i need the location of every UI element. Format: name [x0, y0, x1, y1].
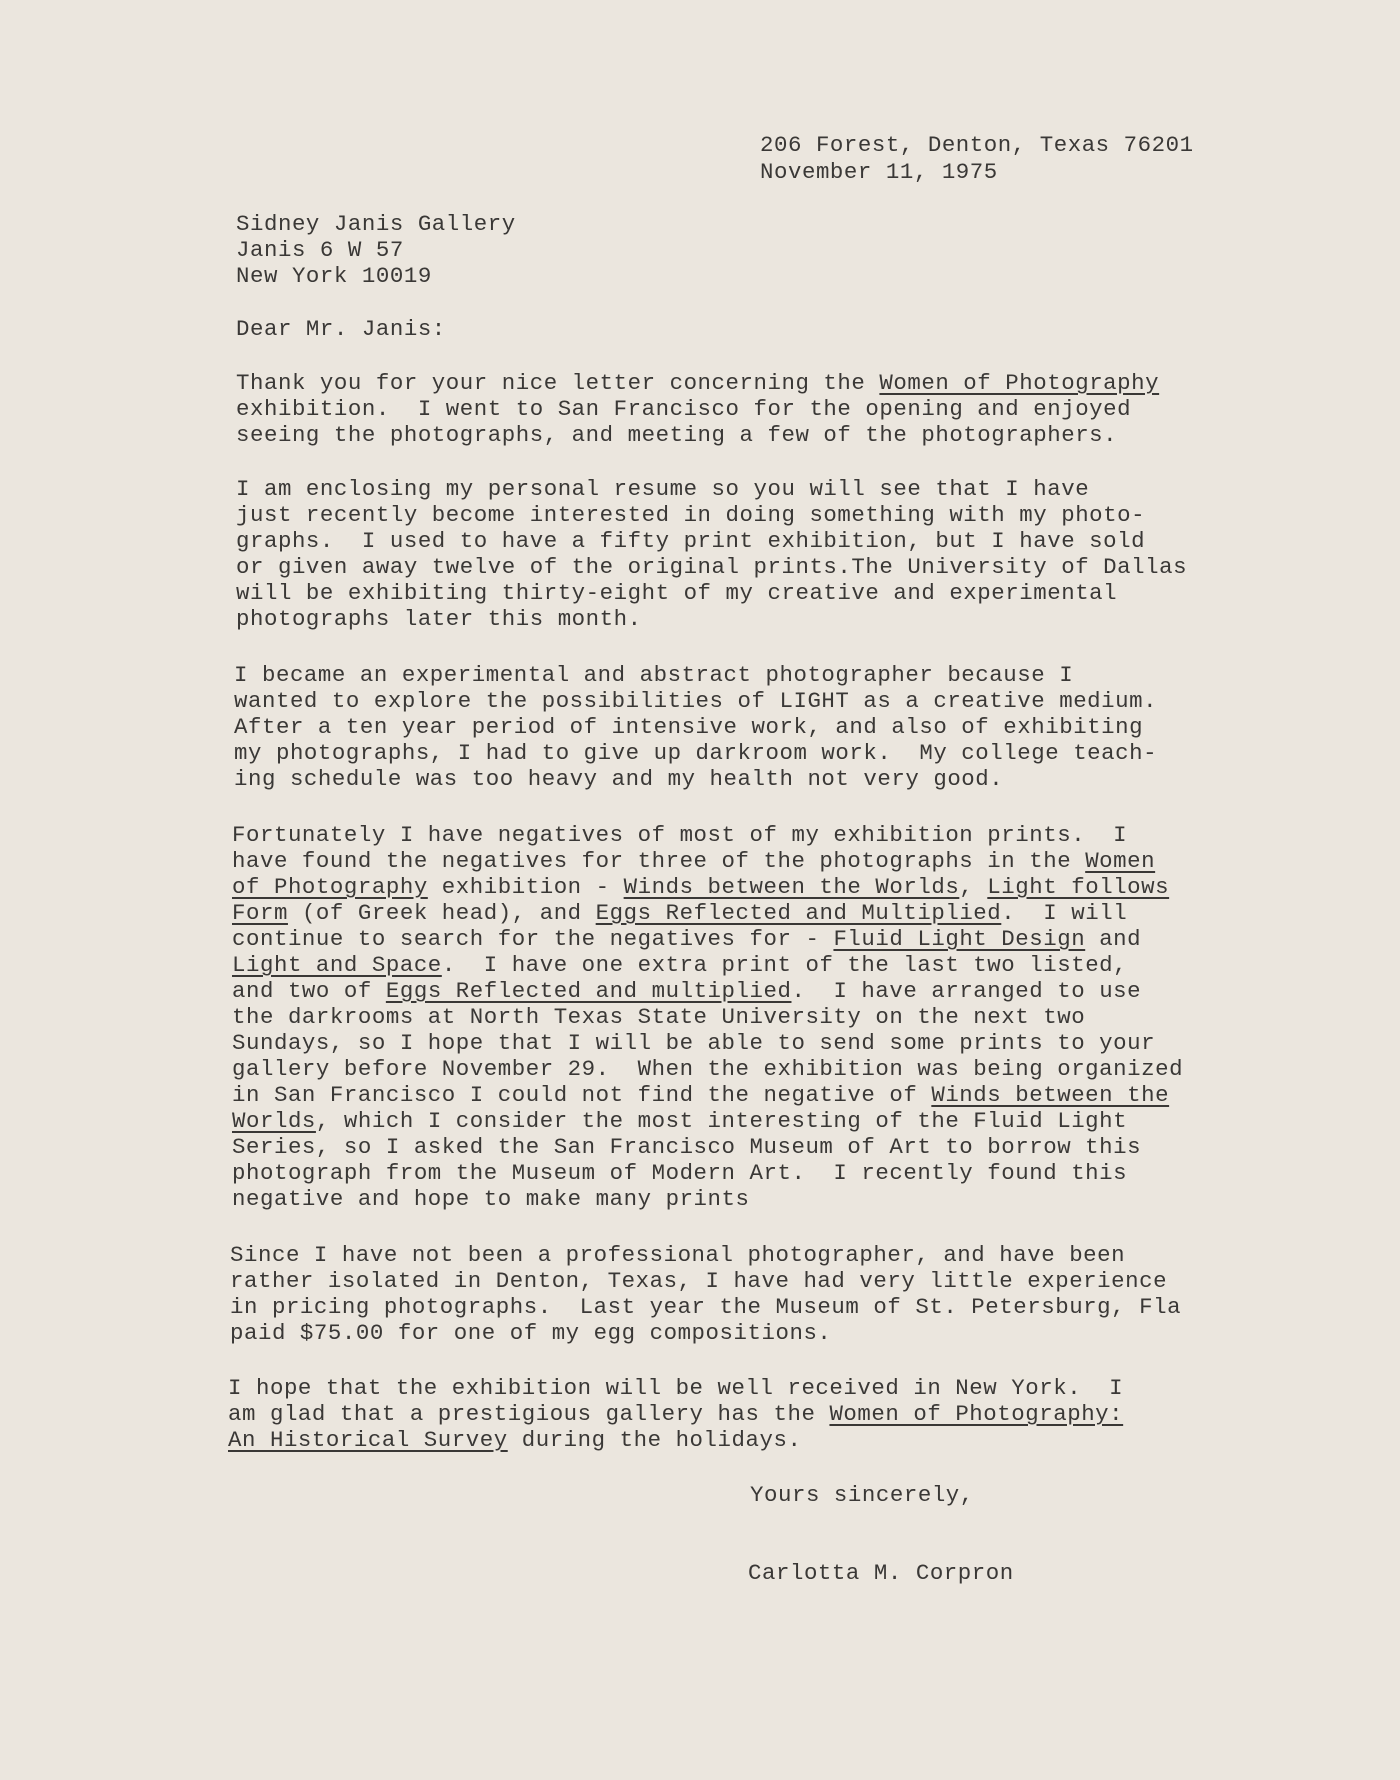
underlined-title: Worlds — [232, 1108, 316, 1134]
paragraph-1-line — [236, 370, 1159, 396]
text-run: have found the negatives for three of the photographs in the — [232, 848, 1086, 874]
paragraph-4-line — [232, 978, 1141, 1004]
underlined-title: Form — [232, 900, 288, 926]
paragraph-2-line: graphs. I used to have a fifty print exhibition, but I have sold — [236, 528, 1146, 554]
text-run: , which I consider the most interesting of the Fluid Light — [315, 1108, 1128, 1134]
underlined-title: Light follows — [987, 874, 1170, 900]
text-run: continue to search for the negatives for - — [232, 926, 834, 952]
text-run: in San Francisco I could not find the negative of — [232, 1082, 932, 1108]
paragraph-4-line: photograph from the Museum of Modern Art. I recently found this — [232, 1160, 1128, 1186]
paragraph-6-line — [228, 1427, 801, 1453]
paragraph-4-line — [232, 900, 1127, 926]
paragraph-4-line — [232, 1082, 1169, 1108]
text-run: am glad that a prestigious gallery has the — [228, 1401, 830, 1427]
salutation: Dear Mr. Janis: — [236, 316, 446, 342]
underlined-title: Light and Space — [232, 952, 442, 978]
paragraph-3-line: ing schedule was too heavy and my health not very good. — [234, 766, 1004, 792]
paragraph-2-line: I am enclosing my personal resume so you will see that I have — [236, 476, 1090, 502]
underlined-title: Winds between the Worlds — [623, 874, 960, 900]
paragraph-4-line: the darkrooms at North Texas State University on the next two — [232, 1004, 1086, 1030]
paragraph-3-line: my photographs, I had to give up darkroom work. My college teach- — [234, 740, 1158, 766]
text-run: . I have arranged to use — [791, 978, 1142, 1004]
paragraph-4-line — [232, 1108, 1127, 1134]
paragraph-1-line: seeing the photographs, and meeting a few of the photographers. — [236, 422, 1118, 448]
text-run: Thank you for your nice letter concerning the — [236, 370, 880, 396]
underlined-title: Women — [1085, 848, 1156, 874]
paragraph-5-line: in pricing photographs. Last year the Museum of St. Petersburg, Fla — [230, 1294, 1182, 1320]
underlined-title: Winds between the — [931, 1082, 1170, 1108]
paragraph-5-line: rather isolated in Denton, Texas, I have had very little experience — [230, 1268, 1168, 1294]
sender-address: 206 Forest, Denton, Texas 76201 — [760, 132, 1194, 158]
paragraph-4-line: Fortunately I have negatives of most of my exhibition prints. I — [232, 822, 1128, 848]
paragraph-2-line: just recently become interested in doing something with my photo- — [236, 502, 1146, 528]
text-run: exhibition - — [427, 874, 624, 900]
paragraph-2-line: will be exhibiting thirty-eight of my creative and experimental — [236, 580, 1118, 606]
underlined-title: Eggs Reflected and multiplied — [385, 978, 792, 1004]
recipient-name: Sidney Janis Gallery — [236, 211, 516, 237]
recipient-city: New York 10019 — [236, 263, 432, 289]
underlined-title: An Historical Survey — [228, 1427, 508, 1453]
underlined-title: Fluid Light Design — [833, 926, 1086, 952]
text-run: during the holidays. — [507, 1427, 802, 1453]
paragraph-5-line: paid $75.00 for one of my egg compositions. — [230, 1320, 832, 1346]
paragraph-4-line — [232, 952, 1127, 978]
underlined-title: of Photography — [232, 874, 428, 900]
paragraph-4-line — [232, 848, 1155, 874]
paragraph-4-line: Series, so I asked the San Francisco Museum of Art to borrow this — [232, 1134, 1142, 1160]
text-run: and two of — [232, 978, 386, 1004]
underlined-title: Women of Photography — [879, 370, 1160, 396]
text-run: and — [1085, 926, 1142, 952]
text-run: . I will — [1001, 900, 1128, 926]
paragraph-5-line: Since I have not been a professional photographer, and have been — [230, 1242, 1126, 1268]
paragraph-6-line: I hope that the exhibition will be well received in New York. I — [228, 1375, 1124, 1401]
recipient-street: Janis 6 W 57 — [236, 237, 404, 263]
paragraph-4-line: negative and hope to make many prints — [232, 1186, 750, 1212]
paragraph-1-line: exhibition. I went to San Francisco for the opening and enjoyed — [236, 396, 1132, 422]
paragraph-3-line: wanted to explore the possibilities of LIGHT as a creative medium. — [234, 688, 1158, 714]
letter-date: November 11, 1975 — [760, 159, 998, 185]
signature-name: Carlotta M. Corpron — [748, 1560, 1014, 1586]
closing: Yours sincerely, — [750, 1482, 974, 1508]
underlined-title: Eggs Reflected and Multiplied — [595, 900, 1002, 926]
text-run: . I have one extra print of the last two listed, — [441, 952, 1128, 978]
underlined-title: Women of Photography: — [829, 1401, 1124, 1427]
paragraph-3-line: After a ten year period of intensive work, and also of exhibiting — [234, 714, 1144, 740]
paragraph-4-line — [232, 926, 1141, 952]
paragraph-6-line — [228, 1401, 1123, 1427]
paragraph-4-line: gallery before November 29. When the exhibition was being organized — [232, 1056, 1184, 1082]
paragraph-2-line: photographs later this month. — [236, 606, 642, 632]
paragraph-2-line: or given away twelve of the original prints.The University of Dallas — [236, 554, 1188, 580]
text-run: , — [959, 874, 988, 900]
paragraph-3-line: I became an experimental and abstract photographer because I — [234, 662, 1074, 688]
paragraph-4-line: Sundays, so I hope that I will be able to send some prints to your — [232, 1030, 1156, 1056]
paragraph-4-line — [232, 874, 1169, 900]
text-run: (of Greek head), and — [287, 900, 596, 926]
